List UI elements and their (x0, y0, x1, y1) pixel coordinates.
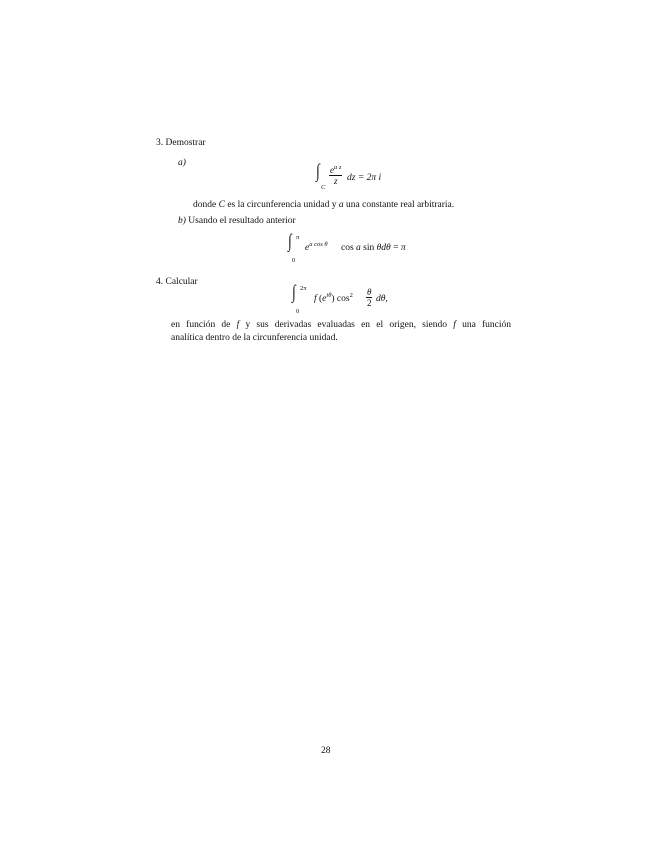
problem-title: Demostrar (165, 138, 206, 148)
problem-3-heading (156, 137, 206, 149)
integral-sign: ∫ (316, 161, 320, 182)
integral-lower-limit: 0 (296, 308, 300, 315)
integral-upper-limit: π (296, 234, 300, 241)
integral-sign: ∫ (288, 231, 292, 252)
fraction (366, 287, 372, 308)
problem-number: 4. (156, 277, 164, 287)
page-number: 28 (321, 746, 331, 756)
problem-4-text-line2: analítica dentro de la circunferencia unidad. (171, 333, 338, 343)
integral-lower-limit: C (321, 184, 326, 191)
equation-rhs: cos a sin θdθ = π (341, 243, 406, 253)
part-a-label: a) (178, 158, 186, 168)
problem-title: Calcular (165, 277, 198, 287)
fraction-denominator: 2 (366, 298, 372, 308)
equation-integral-calcular: ∫ 2π 0 f $(e^{i\theta})$ $\cos^2$ $\frac{\theta}{2}$ dθ, (292, 282, 388, 315)
fraction-numerator: θ (367, 287, 372, 297)
fraction (329, 165, 342, 186)
equation-definite-integral (288, 231, 428, 264)
problem-4-heading (156, 276, 198, 288)
problem-4-text-line1: en función de f y sus derivadas evaluadas en el origen, siendo f una función (171, 320, 512, 330)
problem-number: 3. (156, 138, 164, 148)
integral-sign: ∫ (292, 282, 296, 303)
integral-upper-limit: 2π (300, 285, 307, 292)
fraction-denominator: z (333, 176, 338, 186)
part-a-text: donde C es la circunferencia unidad y a una constante real arbitraria. (193, 200, 455, 210)
integrand: f (314, 294, 317, 304)
equation-rhs: dz = 2π i (347, 173, 382, 183)
integrand: $e^{a cos \theta}$ (305, 241, 328, 253)
equation-contour-integral (316, 161, 406, 194)
part-b-heading: b) Usando el resultado anterior (178, 216, 296, 226)
integral-lower-limit: 0 (292, 257, 296, 264)
fraction-numerator: $e^{a z}$ (330, 164, 342, 175)
